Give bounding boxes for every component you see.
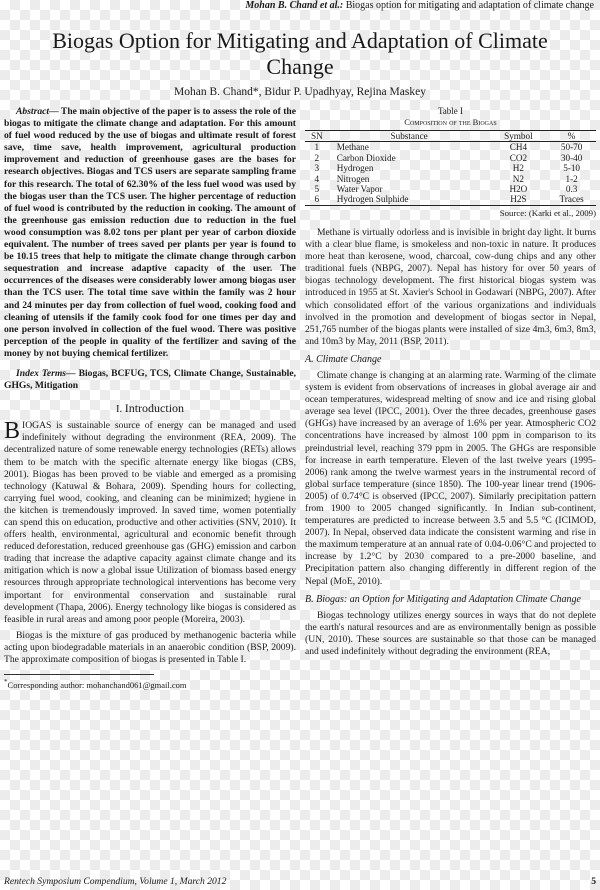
section-heading-biogas-option: B. Biogas: an Option for Mitigating and Adaptation Climate Change	[305, 593, 581, 605]
table-cell: CH4	[509, 142, 528, 153]
table-cell: 30-40	[560, 152, 583, 163]
left-column	[4, 106, 296, 690]
author-list: Mohan B. Chand*, Bidur P. Upadhyay, Rejina Maskey	[174, 86, 426, 98]
climate-change-paragraph: Climate change is changing at an alarming rate. Warming of the climate system is evident from observations of increases in global average air and ocean temperatures, widespread melting of snow and ice and rising global average sea level (IPCC, 2001). Over the three decades, greenhouse gases (GHGs) have increased by an average of 1.6% per year. Atmospheric CO2 concentrations have increased by almost 100 ppm in comparison to its preindustrial level, reaching 379 ppm in 2005. The GHGs are responsible for increase in earth temperature. Eleven of the last twelve years (1995-2006) rank among the twelve warmest years in the instrumental record of global surface temperature (since 1850). The 100-year linear trend (1906-2005) of 0.74°C is observed (IPCC, 2007). Similarly precipitation pattern from 1900 to 2005 changed significantly. In Indian sub-continent, temperatures are predicted to increase between 3.5 and 5.5 °C (ICIMOD, 2007). In Nepal, observed data indicate the consistent warming and rise in the maximum temperature at an annual rate of 0.04-0.06°C and projected to increase by 1.2°C by 2030 compared to a pre-2000 baseline, and Precipitation pattern also changing differently in different region of the Nepal (MoE, 2010).	[305, 369, 596, 587]
index-terms	[4, 368, 296, 392]
running-head-author: Mohan B. Chand et al.:	[245, 0, 344, 11]
footnote-text: Corresponding author: mohanchand061@gmail.com	[7, 679, 187, 690]
table-cell: 5	[314, 184, 320, 195]
table-cell: CO2	[509, 152, 528, 163]
table-title: Table I	[437, 106, 464, 116]
running-head-title: Biogas option for mitigating and adaptation of climate change	[345, 0, 594, 11]
table-header-cell: Symbol	[504, 131, 533, 141]
abstract	[4, 106, 296, 360]
abstract-text: — The main objective of the paper is to assess the role of the biogas to mitigate the climate change and adaptation. For this amount of fuel wood reduced by the use of biogas and ultimate result of forest save, time save, health improvement, agricultural production improvement and reduction of greenhouse gases are the bases for research objectives. Biogas and TCS users are separate sampling frame for this research. The total of 62.30% of the less fuel wood was used by the biogas user than the TCS user. The higher percentage of reduction of fuel wood is contributed by the reduction in cooking. The amount of the greenhouse gas emission reduction due to reduction in the fuel wood consumption was 8.02 tons per plant per year of carbon dioxide equivalent. The number of trees saved per plants per year is found to be 10.15 trees that help to mitigate the climate change through carbon sequestration and increase adaptive capacity of the user. The occurrences of the diseases were considerably lower among biogas user than the TCS user. The total time save within the family was 2 hour and 24 minutes per day from collection of fuel wood, cooking food and cleaning of utensils if the family cook food for one times per day and one person involved in collection of the fuel wood. There was positive perception of the people in quality of the fertilizer and saving of the money by not buying chemical fertilizer.	[4, 106, 296, 359]
section-heading-climate-change: A. Climate Change	[305, 353, 382, 365]
table-cell: Carbon Dioxide	[336, 152, 396, 163]
right-column	[305, 106, 596, 662]
page-number: 5	[591, 876, 596, 887]
table-cell: H2O	[509, 184, 528, 195]
abstract-label: Abstract	[16, 106, 50, 117]
index-terms-label: Index Terms	[16, 367, 67, 379]
table-row	[305, 163, 596, 173]
table-header-row	[305, 131, 596, 142]
table-row	[305, 142, 596, 153]
table-cell: 50-70	[560, 142, 583, 153]
intro-paragraph-1-text: IOGAS is sustainable source of energy can be managed and used indefinitely without degrading the environment (REA, 2009). The decentralized nature of some renewable energy technologies (RETs) allows them to be match with the specific alternate energy like biogas (CBS, 2001). Biogas has been proved to be viable and emerged as a promising technology (Katuwal & Bohara, 2009). Spending hours for collecting, carrying fuel wood, cooking, and cleaning can be minimized; hygiene in the kitchen is tremendously improved. In saved time, women potentially can spend this on education, productive and other activities (SNV, 2010). It offers health, environmental, agricultural and economic benefit through reduced deforestation, reduced greenhouse gas (GHG) emission and carbon trading that increase the adaptive capacity against climate change and its mitigation which is now a global issue Utilization of biomass based energy resources through appropriate technological interventions has become very important for environmental conservation and sustainable rural development (Thapa, 2006). Energy technology like biogas is considered as feasible in rural areas and among poor people (Moreira, 2003).	[4, 420, 296, 625]
page-footer	[4, 876, 596, 887]
intro-heading-text: Introduction	[124, 401, 185, 416]
table-header-cell: Substance	[390, 131, 428, 141]
corresponding-author-footnote: *Corresponding author: mohanchand061@gmail.com	[4, 678, 187, 690]
table-cell: 5-10	[563, 163, 581, 174]
table-cell: 4	[314, 173, 320, 184]
table-cell: N2	[512, 173, 524, 184]
table-cell: Hydrogen Sulphide	[336, 194, 409, 205]
intro-heading-number: I.	[115, 404, 123, 416]
table-cell: Methane	[336, 142, 369, 153]
methane-paragraph: Methane is virtually odorless and is invisible in bright day light. It burns with a clear blue flame, is smokeless and non-toxic in nature. It produces more heat than kerosene, wood, charcoal, cow-dung chips and any other traditional fuels (NBPG, 2007). Nepal has history for over 50 years of biogas technology development. The first historical biogas system was introduced in 1955 at St. Xavier's School in Godawari (NBPG, 2007). After which consolidated effort of the various organizations and individuals involved in the promotion and development of biogas sector in Nepal, 251,765 number of the biogas plants were installed of size 4m3, 6m3, 8m3, and 10m3 by May, 2011 (BSP, 2011).	[305, 226, 596, 347]
section-heading-introduction	[4, 402, 296, 416]
journal-citation: Rentech Symposium Compendium, Volume 1, March 2012	[4, 876, 227, 887]
table-cell: 6	[314, 194, 320, 205]
table-cell: 0.3	[565, 184, 578, 195]
table-row	[305, 174, 596, 184]
index-terms-text: — Biogas, BCFUG, TCS, Climate Change, Sustainable, GHGs, Mitigation	[4, 367, 296, 392]
table-row	[305, 194, 596, 205]
table-cell: H2	[512, 163, 524, 174]
biogas-composition-table	[305, 130, 596, 206]
table-source: Source: (Karki et al., 2009)	[499, 207, 596, 218]
table-cell: 1-2	[565, 173, 578, 184]
table-cell: Water Vapor	[336, 184, 383, 195]
table-cell: Hydrogen	[336, 163, 374, 174]
intro-paragraph-2: Biogas is the mixture of gas produced by methanogenic bacteria while acting upon biodegradable materials in an anaerobic condition (BSP, 2009). The approximate composition of biogas is presented in Table I.	[4, 629, 296, 666]
paper-title: Biogas Option for Mitigating and Adaptation of Climate Change	[52, 28, 548, 79]
table-header-cell: %	[567, 131, 576, 141]
table-cell: Nitrogen	[336, 173, 370, 184]
table-cell: Traces	[559, 194, 584, 205]
drop-cap: B	[4, 418, 21, 445]
table-cell: 3	[314, 163, 320, 174]
table-cell: 2	[314, 152, 320, 163]
biogas-option-paragraph: Biogas technology utilizes energy sources in ways that do not deplete the earth's natural resources and are as environmentally benign as possible (UN, 2010). These sources are sustainable so that those can be managed and used indefinitely without degrading the environment (REA,	[305, 609, 596, 658]
table-header-cell: SN	[310, 131, 323, 141]
footnote-divider	[4, 674, 154, 675]
running-head	[245, 0, 594, 11]
table-caption: Composition of the Biogas	[404, 117, 497, 127]
table-cell: H2S	[510, 194, 527, 205]
table-row	[305, 184, 596, 194]
table-cell: 1	[314, 142, 320, 153]
intro-paragraph-1	[4, 420, 296, 626]
table-row	[305, 153, 596, 163]
